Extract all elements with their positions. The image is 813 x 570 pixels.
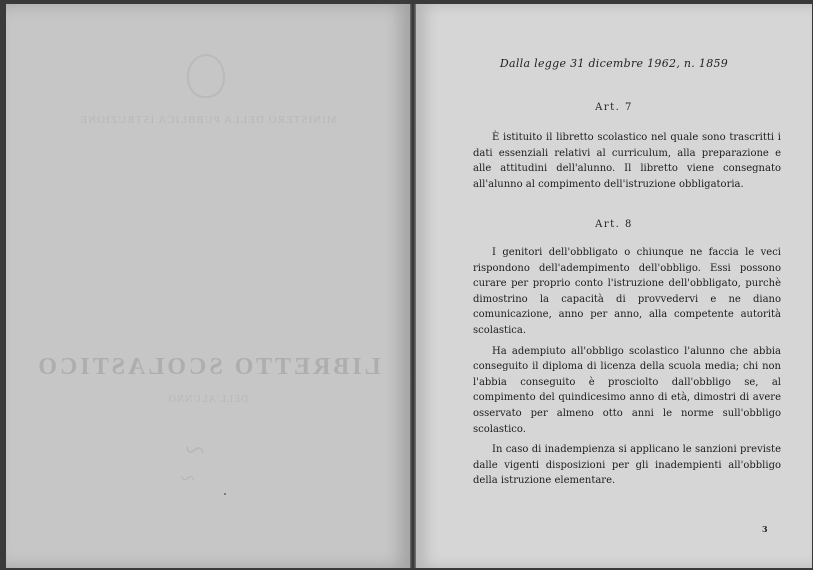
- ghost-title-text: LIBRETTO SCOLASTICO: [35, 354, 381, 380]
- paper-speck: [224, 493, 226, 495]
- right-page: [416, 4, 812, 568]
- ghost-handwriting: ~: [185, 430, 205, 470]
- article-8-heading: Art. 8: [595, 219, 633, 230]
- law-reference-header: Dalla legge 31 dicembre 1962, n. 1859: [499, 57, 729, 70]
- article-8-paragraph: I genitori dell'obbligato o chiunque ne faccia le veci rispondono dell'adempimento dell'obbligo. Essi possono curare per proprio conto l'istruzione dell'obbligato, purchè dimostrino la capacità di provvedervi e ne diano comunicazione, anno per anno, alla competente autorità scolastica.: [473, 247, 781, 336]
- article-8-paragraph: In caso di inadempienza si applicano le sanzioni previste dalle vigenti disposizioni per gli inadempienti all'obbligo della istruzione elementare.: [473, 444, 781, 487]
- article-7-paragraph: È istituito il libretto scolastico nel quale sono trascritti i dati essenziali relativi al curriculum, alla preparazione e alle attitudini dell'alunno. Il libretto viene consegnato all'alunno al compimento dell'istruzione obbligatoria.: [473, 132, 781, 190]
- emblem-icon: [187, 54, 225, 98]
- cover-show-through: [6, 4, 410, 568]
- ghost-ministry-text: MINISTERO DELLA PUBBLICA ISTRUZIONE: [79, 114, 337, 126]
- article-8-paragraph: Ha adempiuto all'obbligo scolastico l'alunno che abbia conseguito il diploma di licenza della scuola media; chi non l'abbia conseguito è prosciolto dall'obbligo se, al compimento del quindicesimo anno di età, dimostri di avere osservato per almeno otto anni le norme sull'obbligo scolastico.: [473, 345, 781, 435]
- left-page: [6, 4, 410, 568]
- page-number: 3: [762, 524, 768, 534]
- ghost-subtitle-text: DELL'ALUNNO: [167, 394, 249, 405]
- article-7-body: [473, 130, 781, 197]
- article-7-heading: Art. 7: [595, 102, 633, 113]
- ghost-handwriting-2: ~: [180, 464, 195, 493]
- article-8-body: [473, 245, 781, 494]
